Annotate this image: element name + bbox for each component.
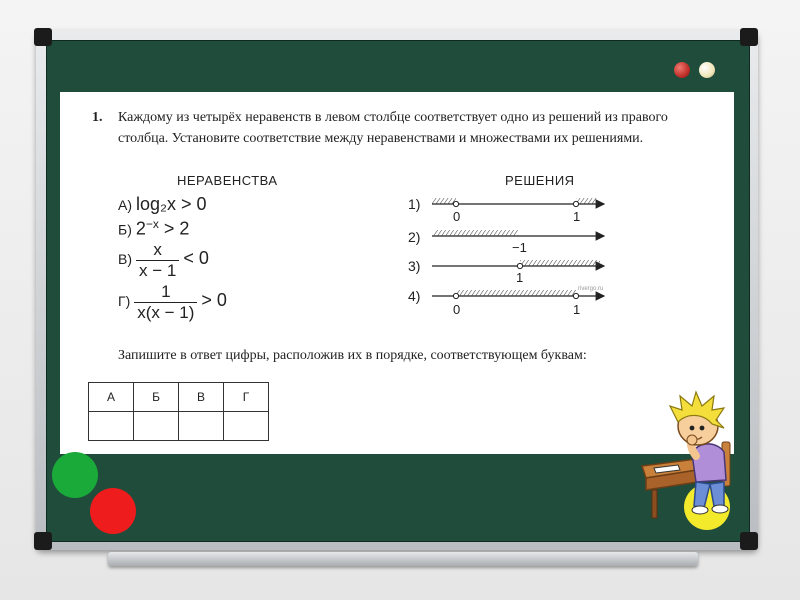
answer-instruction: Запишите в ответ цифры, расположив их в порядке, соответствующем буквам: xyxy=(118,348,587,363)
frame-corner xyxy=(34,532,52,550)
inequality-v xyxy=(118,240,209,281)
tick-label: 1 xyxy=(573,209,581,224)
cream-magnet xyxy=(699,62,715,78)
inequality-letter: Г) xyxy=(118,293,131,310)
inequality-rhs: > 0 xyxy=(201,290,227,311)
tick-label: 0 xyxy=(453,302,461,317)
number-line-1 xyxy=(432,198,604,224)
answer-cell-g[interactable] xyxy=(224,412,269,441)
answer-header-v: В xyxy=(179,383,224,412)
marker-tray xyxy=(108,552,698,566)
frame-corner xyxy=(34,28,52,46)
task-text-line-1: Каждому из четырёх неравенств в левом столбце соответствует одно из решений из правого xyxy=(118,110,668,125)
number-line-4 xyxy=(432,286,604,317)
task-number: 1. xyxy=(92,110,103,125)
answer-table-header-row xyxy=(89,383,269,412)
solution-label-4: 4) xyxy=(408,288,421,304)
solution-label-3: 3) xyxy=(408,258,421,274)
solution-label-2: 2) xyxy=(408,229,421,245)
answer-cell-v[interactable] xyxy=(179,412,224,441)
number-line-2 xyxy=(432,230,604,255)
heading-solutions: РЕШЕНИЯ xyxy=(505,173,575,188)
answer-cell-b[interactable] xyxy=(134,412,179,441)
answer-table-input-row xyxy=(89,412,269,441)
inequality-b xyxy=(118,217,189,239)
inequality-rhs: < 0 xyxy=(183,248,209,269)
fraction xyxy=(136,240,179,281)
fraction-numerator: x xyxy=(153,240,162,259)
answer-header-g: Г xyxy=(224,383,269,412)
inequality-expression: log₂x > 0 xyxy=(136,194,207,214)
fraction-numerator: 1 xyxy=(161,282,171,301)
tick-label: 0 xyxy=(453,209,461,224)
inequality-letter: Б) xyxy=(118,221,132,238)
tick-label: 1 xyxy=(516,270,524,285)
inequality-g xyxy=(118,282,227,323)
tick-label: 1 xyxy=(573,302,581,317)
inequality-exponent: −x xyxy=(145,217,159,231)
fraction-denominator: x(x − 1) xyxy=(134,302,197,323)
heading-inequalities: НЕРАВЕНСТВА xyxy=(177,173,278,188)
tick-label: −1 xyxy=(512,240,527,255)
answer-header-a: А xyxy=(89,383,134,412)
inequality-letter: А) xyxy=(118,197,132,213)
thinking-boy-at-desk-illustration xyxy=(634,388,746,522)
fraction-denominator: x − 1 xyxy=(136,260,179,281)
inequality-base: 2 xyxy=(135,218,146,239)
inequality-a xyxy=(118,194,207,215)
task-text-line-2: столбца. Установите соответствие между неравенствами и множествами их решениями. xyxy=(118,131,644,146)
frame-corner xyxy=(740,532,758,550)
solution-label-1: 1) xyxy=(408,196,421,212)
answer-header-b: Б xyxy=(134,383,179,412)
green-circle-button[interactable] xyxy=(52,452,98,498)
red-magnet xyxy=(674,62,690,78)
watermark: rivergo.ru xyxy=(578,286,604,292)
inequality-rest: > 2 xyxy=(158,218,190,239)
answer-cell-a[interactable] xyxy=(89,412,134,441)
frame-corner xyxy=(740,28,758,46)
number-lines xyxy=(420,192,620,322)
fraction xyxy=(134,282,197,323)
answer-table xyxy=(88,382,269,441)
red-circle-button[interactable] xyxy=(90,488,136,534)
inequality-letter: В) xyxy=(118,251,132,268)
number-line-3 xyxy=(432,260,604,285)
